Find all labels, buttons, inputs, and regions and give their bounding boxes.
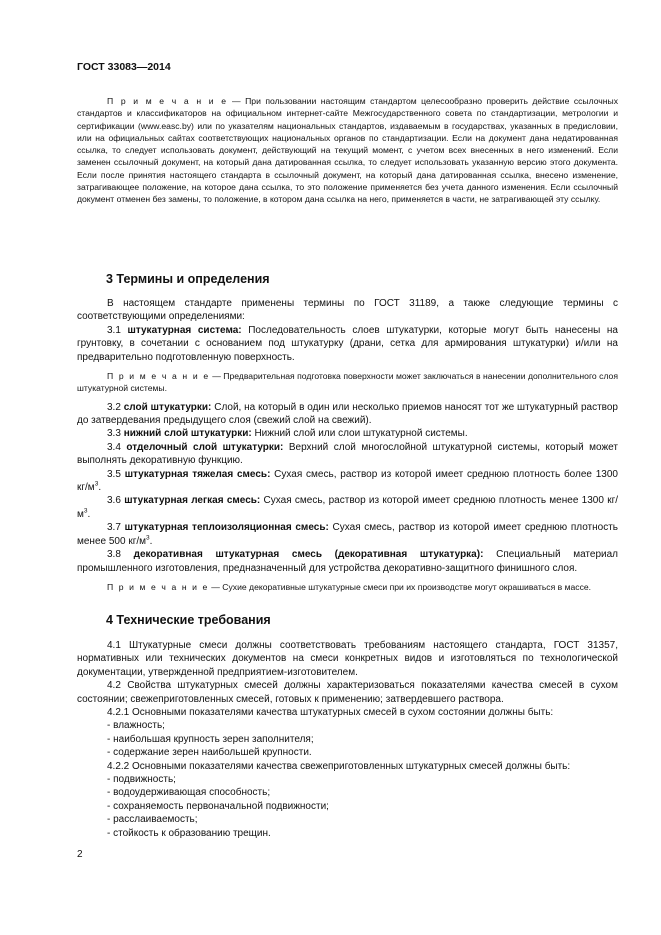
term-3-1: 3.1 штукатурная система: Последовательность слоев штукатурки, которые могут быть нанесены на грунтовку, в сочетании с основанием под штукатурку (драни, сетка для армирования штукатурки) и/или на предварительно подготовленную поверхность. [77,324,618,363]
list-item: - подвижность; [107,774,176,786]
note-text: — При пользовании настоящим стандартом целесообразно проверить действие ссылочных стандартов и классификаторов на официальном интернет-сайте Межгосударственного совета по стандартизации, метрологии и сертификации (www.easc.by) или по указателям национальных стандартов, издаваемым в государствах, указанных в предисловии, или на официальных сайтах соответствующих национальных органов по стандартизации. Если на документ дана недатированная ссылка, то следует использовать документ, действующий на текущий момент, с учетом всех внесенных в него изменений. Если заменен ссылочный документ, на который дана датированная ссылка, то следует использовать указанную версию этого документа. Если после принятия настоящего стандарта в ссылочный документ, на который дана датированная ссылка, внесено изменение, затрагивающее положение, на которое дана ссылка, то это положение применяется без учета данного изменения. Если ссылочный документ отменен без замены, то положение, в котором дана ссылка на него, применяется в части, не затрагивающей эту ссылку. [77,96,619,205]
note-label: П р и м е ч а н и е [107,96,228,106]
term-3-6: 3.6 штукатурная легкая смесь: Сухая смесь, раствор из которой имеет среднюю плотность менее 1300 $кг/м^3$. [77,495,618,520]
list-item: - водоудерживающая способность; [107,787,271,799]
section-4-heading: 4 Технические требования [106,613,271,627]
list-item: - влажность; [107,720,165,732]
list-item: - стойкость к образованию трещин. [107,827,271,839]
document-header: ГОСТ 33083—2014 [77,61,171,73]
list-item: - содержание зерен наибольшей крупности. [107,747,312,759]
term-3-7: 3.7 штукатурная теплоизоляционная смесь: Сухая смесь, раствор из которой имеет среднюю плотность менее 500 $кг/м^3$. [77,522,618,547]
section-3-heading: 3 Термины и определения [106,272,270,286]
section-3-body [77,297,618,599]
note-3-1: П р и м е ч а н и е — Предварительная подготовка поверхности может заключаться в нанесении дополнительного слоя штукатурной системы. [77,371,618,394]
term-3-5: 3.5 штукатурная тяжелая смесь: Сухая смесь, раствор из которой имеет среднюю плотность более 1300 $кг/м^3$. [77,468,618,494]
term-3-8: 3.8 декоративная штукатурная смесь (декоративная штукатурка): Специальный материал промышленного изготовления, предназначенный для устройства декоративно-защитного финишного слоя. [77,549,619,574]
term-3-4: 3.4 отделочный слой штукатурки: Верхний слой многослойной штукатурной системы, который может выполнять декоративную функцию. [77,441,618,467]
list-item: - расслаиваемость; [107,814,198,826]
para-4-2-2: 4.2.2 Основными показателями качества свежеприготовленных штукатурных смесей должны быть: [107,760,571,772]
note-3-8: П р и м е ч а н и е — Сухие декоративные штукатурные смеси при их производстве могут окрашиваться в массе. [107,581,592,592]
intro-note [77,95,618,206]
term-3-3: 3.3 нижний слой штукатурки: Нижний слой или слои штукатурной системы. [107,428,468,440]
para-4-1: 4.1 Штукатурные смеси должны соответствовать требованиям настоящего стандарта, ГОСТ 31357, нормативных или технических документов на смеси конкретных видов и изготовляться по технологической документации, утвержденной предприятием-изготовителем. [77,640,618,678]
dry-mix-indicators-list [77,719,618,759]
section-4-body [77,639,618,840]
list-item: - сохраняемость первоначальной подвижности; [107,800,329,812]
section-3-intro: В настоящем стандарте применены термины по ГОСТ 31189, а также следующие термины с соответствующими определениями: [77,298,618,323]
fresh-mix-indicators-list [77,773,618,840]
para-4-2: 4.2 Свойства штукатурных смесей должны характеризоваться показателями качества смесей в сухом состоянии; свежеприготовленных смесей, готовых к применению; затвердевшего раствора. [77,680,618,705]
term-3-2: 3.2 слой штукатурки: Слой, на который в один или несколько приемов наносят тот же штукатурный раствор до затвердевания предыдущего слоя (свежий слой на свежий). [77,401,618,427]
list-item: - наибольшая крупность зерен заполнителя; [107,733,314,745]
page-number: 2 [77,849,83,860]
para-4-2-1: 4.2.1 Основными показателями качества штукатурных смесей в сухом состоянии должны быть: [107,707,554,719]
